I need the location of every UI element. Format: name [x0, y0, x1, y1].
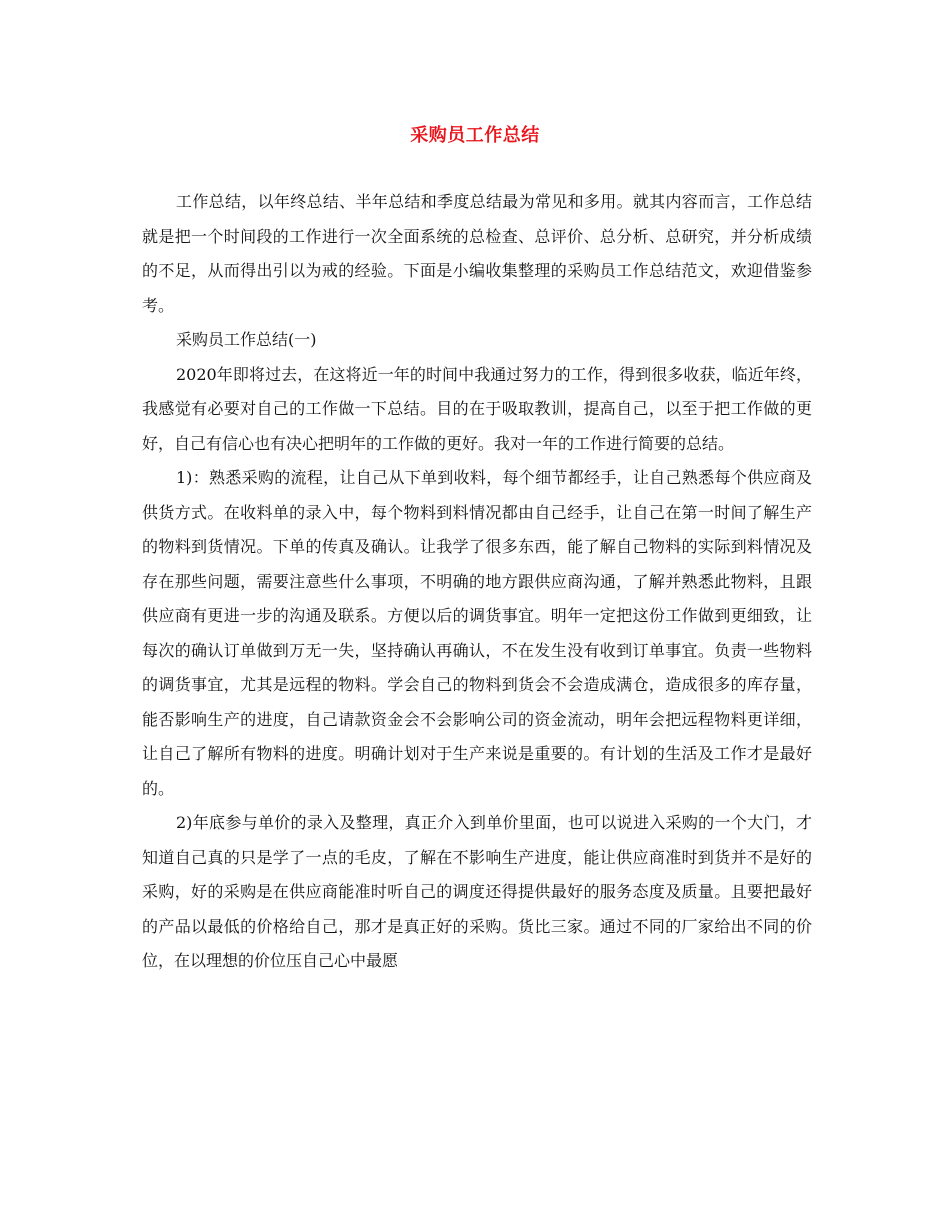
- paragraph-intro: 工作总结，以年终总结、半年总结和季度总结最为常见和多用。就其内容而言，工作总结就是把一个时间段的工作进行一次全面系统的总检查、总评价、总分析、总研究，并分析成绩的不足，从而得出引以为戒的经验。下面是小编收集整理的采购员工作总结范文，欢迎借鉴参考。: [142, 192, 812, 315]
- document-title: 采购员工作总结: [410, 125, 540, 146]
- paragraph-item-1: 1)：熟悉采购的流程，让自己从下单到收料，每个细节都经手，让自己熟悉每个供应商及供货方式。在收料单的录入中，每个物料到料情况都由自己经手，让自己在第一时间了解生产的物料到货情况。下单的传真及确认。让我学了很多东西，能了解自己物料的实际到料情况及存在那些问题，需要注意些什么事项，不明确的地方跟供应商沟通，了解并熟悉此物料，且跟供应商有更进一步的沟通及联系。方便以后的调货事宜。明年一定把这份工作做到更细致，让每次的确认订单做到万无一失，坚持确认再确认，不在发生没有收到订单事宜。负责一些物料的调货事宜，尤其是远程的物料。学会自己的物料到货会不会造成满仓，造成很多的库存量，能否影响生产的进度，自己请款资金会不会影响公司的资金流动，明年会把远程物料更详细，让自己了解所有物料的进度。明确计划对于生产来说是重要的。有计划的生活及工作才是最好的。: [142, 468, 812, 798]
- document-body: [142, 185, 812, 979]
- paragraph-item-2: 2)年底参与单价的录入及整理，真正介入到单价里面，也可以说进入采购的一个大门，才知道自己真的只是学了一点的毛皮，了解在不影响生产进度，能让供应商准时到货并不是好的采购，好的采购是在供应商能准时听自己的调度还得提供最好的服务态度及质量。且要把最好的产品以最低的价格给自己，那才是真正好的采购。货比三家。通过不同的厂家给出不同的价位，在以理想的价位压自己心中最愿: [142, 813, 812, 970]
- section-heading: 采购员工作总结(一): [176, 330, 317, 349]
- paragraph-overview: 2020年即将过去，在这将近一年的时间中我通过努力的工作，得到很多收获，临近年终，我感觉有必要对自己的工作做一下总结。目的在于吸取教训，提高自己，以至于把工作做的更好，自己有信心也有决心把明年的工作做的更好。我对一年的工作进行简要的总结。: [142, 364, 812, 453]
